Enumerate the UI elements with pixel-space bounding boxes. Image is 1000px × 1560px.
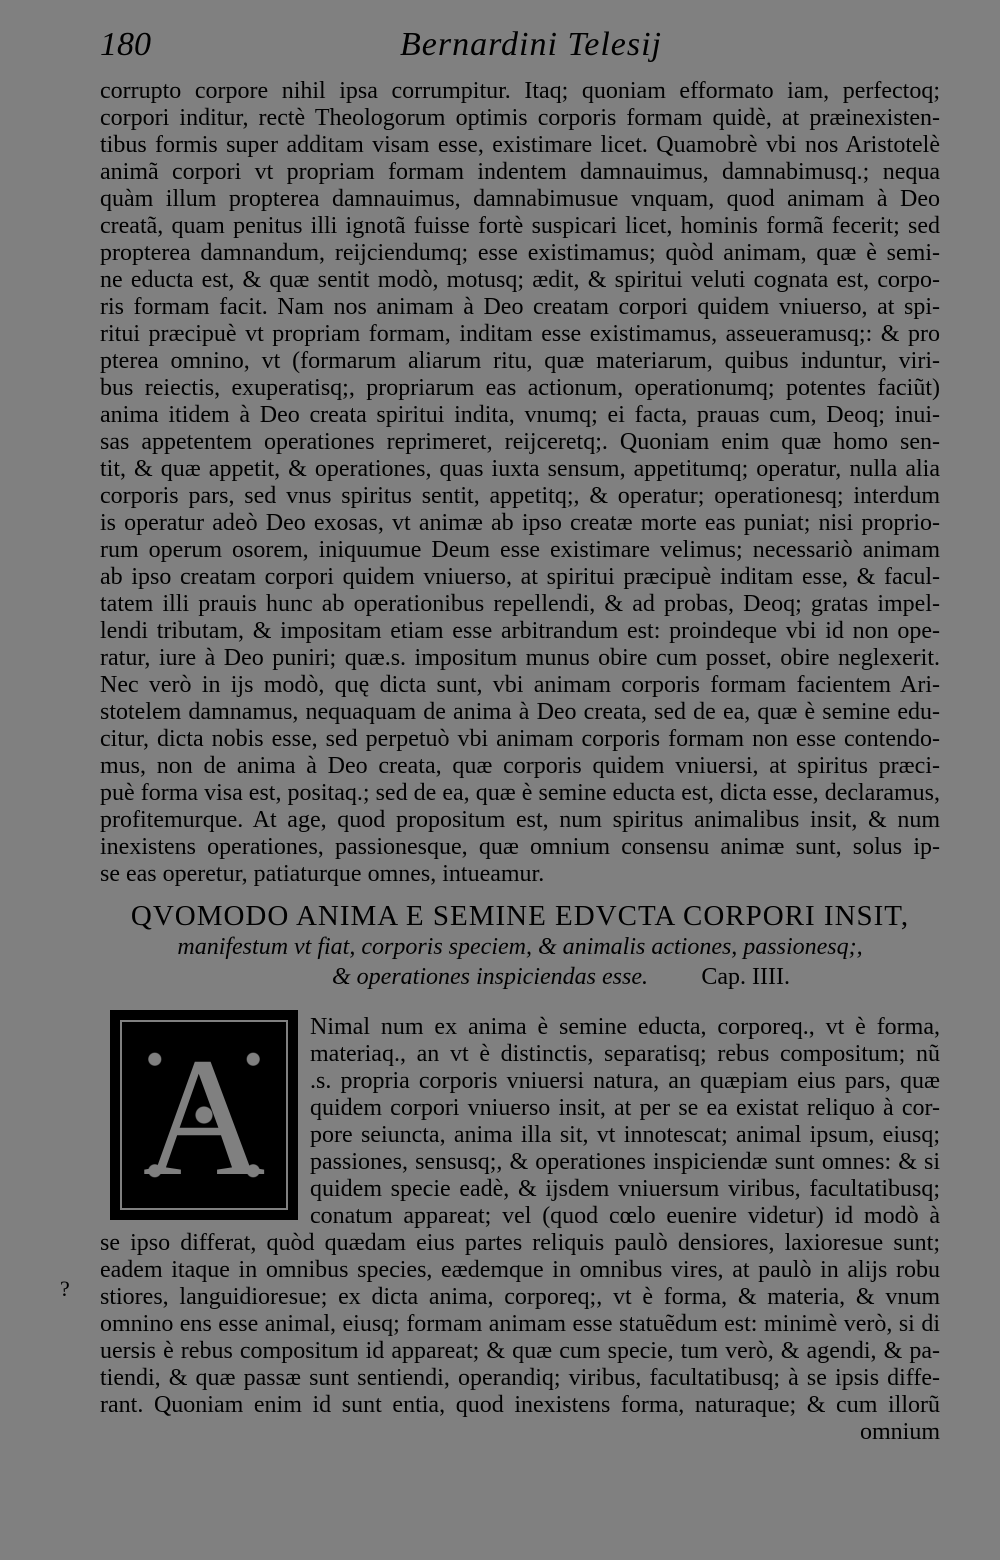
text-line: rant. Quoniam enim id sunt entia, quod inexistens forma, naturaque; & cum illorũ [100, 1392, 940, 1418]
text-line: tit, & quæ appetit, & operationes, quas iuxta sensum, appetitumq; operatur, nulla alia [100, 456, 940, 482]
text-line: tatem illi prauis hunc ab operationibus repellendi, & ad probas, Deoq; gratas impel- [100, 591, 940, 617]
chapter-subtitle-text: & operationes inspiciendas esse. [332, 964, 648, 990]
text-line: lendi tributam, & impositam etiam esse arbitrandum est: proindeque vbi id non ope- [100, 618, 940, 644]
text-line: quàm illum propterea damnauimus, damnabimusue vnquam, quod animam à Deo [100, 186, 940, 212]
text-line: animã corpori vt propriam formam indentem damnauimus, damnabimusq.; nequa [100, 159, 940, 185]
text-line: materiaq., an vt è distinctis, separatisq; rebus compositum; nũ [310, 1041, 940, 1067]
text-line: bus reiectis, exuperatisq;, propriarum eas actionum, operationumq; potentes faciũt) [100, 375, 940, 401]
margin-mark: ? [60, 1276, 70, 1301]
text-line: omnino ens esse animal, eiusq; formam animam esse statuẽdum est: minimè verò, si di [100, 1311, 940, 1337]
text-line: pterea omnino, vt (formarum aliarum ritu, quæ materiarum, quibus induntur, viri- [100, 348, 940, 374]
text-line: anima itidem à Deo creata spiritui indita, vnumq; ei facta, prauas cum, Deoq; inui- [100, 402, 940, 428]
text-line: stotelem damnamus, nequaquam de anima à Deo creata, sed de ea, quæ è semine edu- [100, 699, 940, 725]
text-line: corrupto corpore nihil ipsa corrumpitur. Itaq; quoniam efformato iam, perfectoq; [100, 78, 940, 104]
text-line: corpori inditur, rectè Theologorum optimis corporis formam quidè, at præinexisten- [100, 105, 940, 131]
text-line: passiones, sensusq;, & operationes inspiciendæ sunt omnes: & si [310, 1149, 940, 1175]
text-line: Nec verò in ijs modò, quę dicta sunt, vbi animam corporis formam facientem Ari- [100, 672, 940, 698]
text-line: .s. propria corporis vniuersi natura, an quæpiam eius pars, quæ [310, 1068, 940, 1094]
text-line: puè forma visa est, positaq.; sed de ea, quæ è semine educta est, dicta esse, declaramus, [100, 780, 940, 806]
text-line: ritui præcipuè vt propriam formam, inditam esse existimamus, asseueramusq;: & pro [100, 321, 940, 347]
text-line: rum operum osorem, iniquumue Deum esse existimare velimus; necessariò animam [100, 537, 940, 563]
text-line: mus, non de anima à Deo creata, quæ corporis quidem vniuersi, at spiritus præci- [100, 753, 940, 779]
text-line: uersis è rebus compositum id appareat; & quæ cum specie, tum verò, & agendi, & pa- [100, 1338, 940, 1364]
text-line: eadem itaque in omnibus species, eædemque in omnibus vires, at paulò in alijs robu [100, 1257, 940, 1283]
text-line: ratur, iure à Deo puniri; quæ.s. impositum munus obire cum posset, obire neglexerit. [100, 645, 940, 671]
running-title: Bernardini Telesij [400, 26, 662, 63]
text-line: Nimal num ex anima è semine educta, corporeq., vt è forma, [310, 1014, 940, 1040]
text-line: stiores, languidioresue; ex dicta anima, corporeq;, vt è forma, & materia, & vnum [100, 1284, 940, 1310]
drop-cap-letter: A [142, 1023, 266, 1211]
catchword: omnium [859, 1419, 940, 1445]
text-line: tiendi, & quæ passæ sunt sentiendi, operandiq; viribus, facultatibusq; à se ipsis diffe- [100, 1365, 940, 1391]
text-line: citur, dicta nobis esse, sed perpetuò vbi animam corporis formam non esse contendo- [100, 726, 940, 752]
text-line: quidem specie eadè, & ijsdem vniuersum viribus, facultatibusq; [310, 1176, 940, 1202]
text-line: profitemurque. At age, quod propositum est, num spiritus animalibus insit, & num [100, 807, 940, 833]
chapter-subtitle: manifestum vt fiat, corporis speciem, & animalis actiones, passionesq;, [177, 934, 863, 960]
text-line: pore seiuncta, anima illa sit, vt innotescat; animal ipsum, eiusq; [310, 1122, 940, 1148]
text-line: ne educta est, & quæ sentit modò, motusq; ædit, & spiritui veluti cognata est, corpo- [100, 267, 940, 293]
text-line: creatã, quam penitus illi ignotã fuisse fortè suspicari licet, hominis formã fecerit; sed [100, 213, 940, 239]
text-line: propterea damnandum, reijciendumq; esse existimamus; quòd animam, quæ è semi- [100, 240, 940, 266]
text-line: se eas operetur, patiaturque omnes, intueamur. [100, 861, 545, 887]
chapter-title: QVOMODO ANIMA E SEMINE EDVCTA CORPORI INSIT, [130, 900, 910, 932]
drop-cap-initial [110, 1010, 298, 1220]
chapter-subtitle-line [150, 960, 830, 994]
chapter-number: Cap. IIII. [701, 964, 790, 990]
text-line: sas appetentem operationes reprimeret, reijceretq;. Quoniam enim quæ homo sen- [100, 429, 940, 455]
text-line: tibus formis super additam visam esse, existimare licet. Quamobrè vbi nos Aristotelè [100, 132, 940, 158]
text-line: is operatur adeò Deo exosas, vt animæ ab ipso creatæ morte eas puniat; nisi proprio- [100, 510, 940, 536]
text-line: inexistens operationes, passionesque, quæ omnium consensu animæ sunt, solus ip- [100, 834, 940, 860]
text-line: ris formam facit. Nam nos animam à Deo creatam corpori quidem vniuerso, at spi- [100, 294, 940, 320]
text-line: corporis pars, sed vnus spiritus sentit, appetitq;, & operatur; operationesq; interdum [100, 483, 940, 509]
text-line: se ipso differat, quòd quædam eius partes reliquis paulò densiores, laxioresue sunt; [100, 1230, 940, 1256]
page-number: 180 [100, 26, 151, 63]
text-line: conatum appareat; vel (quod cœlo euenire videtur) id modò à [310, 1203, 940, 1229]
page-header [100, 22, 940, 72]
text-line: ab ipso creatam corpori quidem vniuerso, at spiritui præcipuè inditam esse, & facul- [100, 564, 940, 590]
text-line: quidem corpori vniuerso insit, at per se ea existat reliquo à cor- [310, 1095, 940, 1121]
